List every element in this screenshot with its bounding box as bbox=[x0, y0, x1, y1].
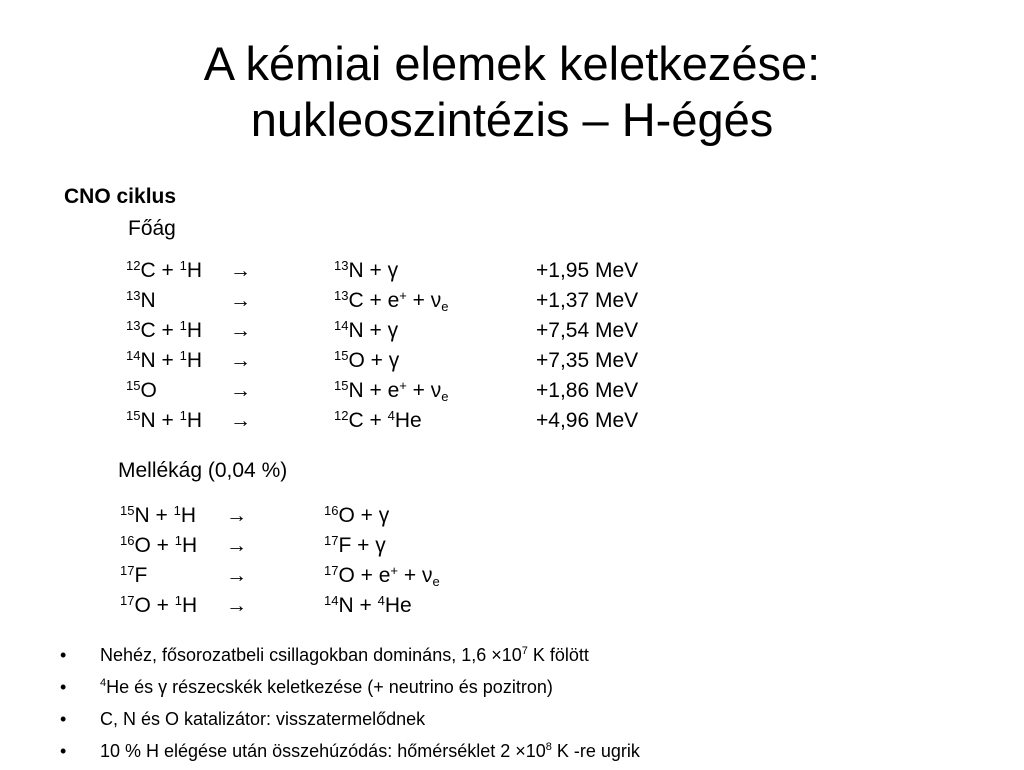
side-reaction-products: $^{17}O + e^+ + \nu_e$ bbox=[324, 563, 440, 589]
side-reaction-arrow: → bbox=[226, 504, 247, 527]
side-reaction-products: $^{14}$N + $^4$He bbox=[324, 593, 412, 617]
bullet-marker: • bbox=[60, 709, 67, 729]
section-title: CNO ciklus bbox=[64, 185, 177, 208]
side-reaction-reactants: $^{16}$O + $^1$H bbox=[120, 533, 198, 557]
bullet-text: $^4$He és γ részecskék keletkezése (+ neutrino és pozitron) bbox=[100, 677, 553, 697]
bullet-text: 10 % H elégése után összehúzódás: hőmérséklet $2 \times 10^8$ K -re ugrik bbox=[100, 741, 640, 761]
main-reaction-products: $^{13}C + e^+ + \nu_e$ bbox=[334, 288, 449, 314]
side-reaction-products: $^{16}$O + γ bbox=[324, 503, 390, 527]
side-reaction-reactants: $^{17}$O + $^1$H bbox=[120, 593, 198, 617]
slide-title-line-1: A kémiai elemek keletkezése: bbox=[203, 37, 821, 90]
main-reaction-energy: +1,95 MeV bbox=[536, 259, 639, 282]
main-reaction-energy: +1,86 MeV bbox=[536, 379, 639, 402]
main-branch-label: Főág bbox=[128, 217, 176, 240]
main-reaction-products: $^{12}$C + $^4$He bbox=[334, 408, 422, 432]
main-reaction-arrow: → bbox=[230, 349, 251, 372]
main-reaction-reactants: $^{12}$C + $^1$H bbox=[126, 258, 202, 282]
bullet-item bbox=[60, 642, 640, 674]
bullet-item bbox=[60, 738, 640, 770]
main-reaction-products: $^{14}$N + γ bbox=[334, 318, 399, 342]
main-reaction-arrow: → bbox=[230, 409, 251, 432]
slide-title bbox=[0, 36, 1024, 148]
side-reaction-arrow: → bbox=[226, 594, 247, 617]
bullet-item bbox=[60, 674, 640, 706]
main-reaction-reactants: $^{13}$N bbox=[126, 288, 156, 312]
bullet-text: C, N és O katalizátor: visszatermelődnek bbox=[100, 709, 426, 729]
slide-title-line-2: nukleoszintézis – H-égés bbox=[250, 93, 774, 146]
main-reaction-energy: +7,35 MeV bbox=[536, 349, 639, 372]
side-reaction-reactants: $^{15}$N + $^1$H bbox=[120, 503, 196, 527]
side-reaction-products: $^{17}$F + γ bbox=[324, 533, 386, 557]
main-reaction-products: $^{13}$N + γ bbox=[334, 258, 399, 282]
side-reaction-reactants: $^{17}$F bbox=[120, 563, 148, 587]
main-reaction-arrow: → bbox=[230, 289, 251, 312]
bullet-list bbox=[60, 642, 640, 770]
side-reaction-arrow: → bbox=[226, 564, 247, 587]
side-branch-label: Mellékág (0,04 %) bbox=[118, 459, 288, 482]
main-reaction-arrow: → bbox=[230, 319, 251, 342]
main-reaction-arrow: → bbox=[230, 379, 251, 402]
main-reaction-products: $^{15}$O + γ bbox=[334, 348, 400, 372]
bullet-item bbox=[60, 706, 640, 738]
main-reaction-reactants: $^{15}$N + $^1$H bbox=[126, 408, 202, 432]
main-reaction-products: $^{15}N + e^+ + \nu_e$ bbox=[334, 378, 449, 404]
main-reaction-reactants: $^{15}$O bbox=[126, 378, 157, 402]
bullet-text: Nehéz, fősorozatbeli csillagokban domináns, $1,6 \times 10^7$ K fölött bbox=[100, 645, 589, 665]
side-reaction-arrow: → bbox=[226, 534, 247, 557]
bullet-marker: • bbox=[60, 677, 67, 697]
bullet-marker: • bbox=[60, 741, 67, 761]
main-reaction-energy: +1,37 MeV bbox=[536, 289, 639, 312]
main-reaction-reactants: $^{13}$C + $^1$H bbox=[126, 318, 202, 342]
main-reaction-arrow: → bbox=[230, 259, 251, 282]
main-reaction-energy: +4,96 MeV bbox=[536, 409, 639, 432]
bullet-marker: • bbox=[60, 645, 67, 665]
main-reaction-reactants: $^{14}$N + $^1$H bbox=[126, 348, 202, 372]
main-reaction-energy: +7,54 MeV bbox=[536, 319, 639, 342]
